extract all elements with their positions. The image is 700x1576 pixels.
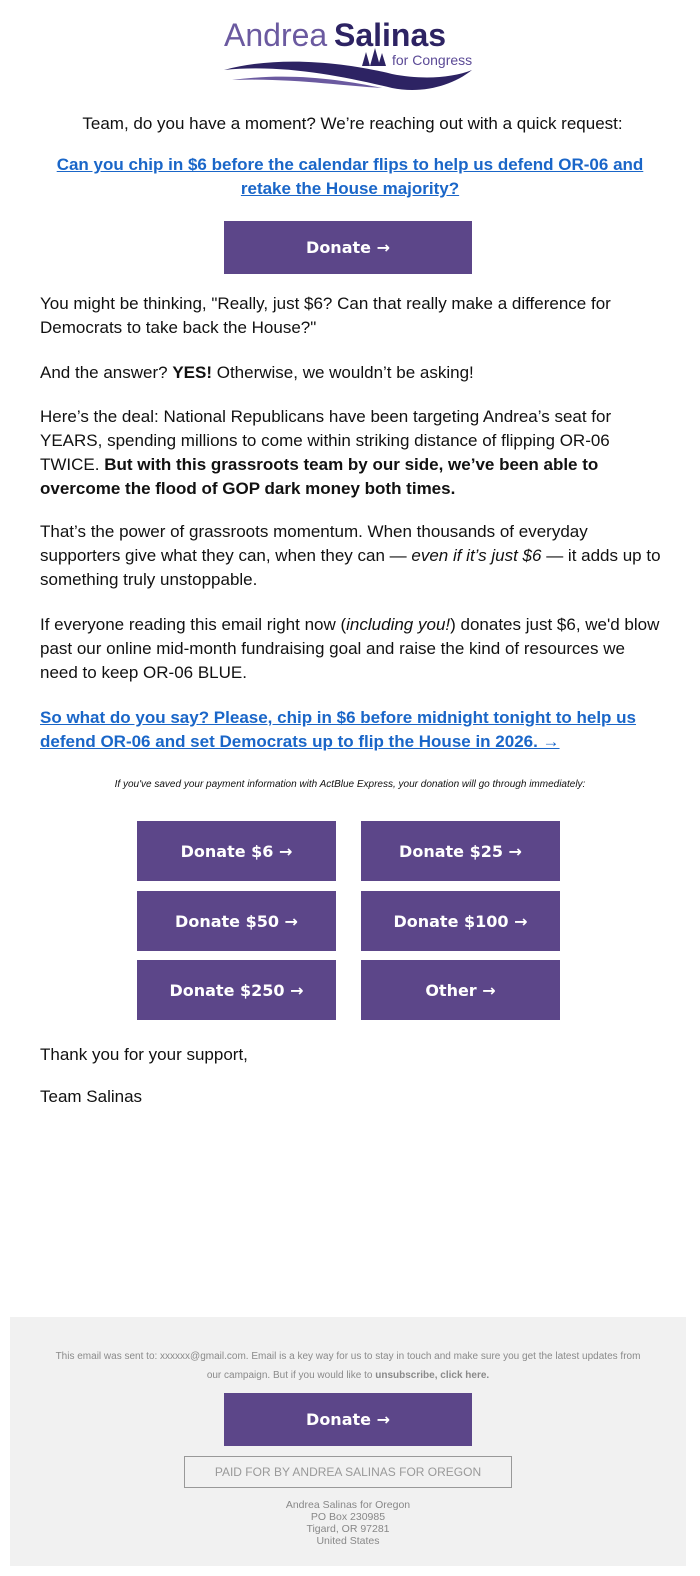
svg-text:for Congress: for Congress xyxy=(392,52,473,68)
paragraph-4 xyxy=(40,520,665,592)
campaign-logo xyxy=(222,14,478,96)
paragraph-5 xyxy=(40,613,665,685)
express-note: If you've saved your payment information with ActBlue Express, your donation will go through immediately: xyxy=(114,779,586,790)
donate-25-button[interactable]: Donate $25 → xyxy=(361,821,560,881)
paid-for-disclaimer: PAID FOR BY ANDREA SALINAS FOR OREGON xyxy=(184,1456,512,1488)
paragraph-3 xyxy=(40,405,665,501)
chip-in-midnight-link[interactable]: So what do you say? Please, chip in $6 before midnight tonight to help us defend OR-06 and set Democrats up to flip the House in 2026. → xyxy=(40,708,637,751)
donate-6-button[interactable]: Donate $6 → xyxy=(137,821,336,881)
donate-50-button[interactable]: Donate $50 → xyxy=(137,891,336,951)
footer-sent-text xyxy=(50,1347,646,1385)
italic-text: including you! xyxy=(346,615,451,634)
donate-button[interactable]: Donate → xyxy=(224,221,472,274)
text: And the answer? xyxy=(40,363,173,382)
paragraph-2 xyxy=(40,361,665,385)
address-line: United States xyxy=(316,1535,380,1547)
address-line: Tigard, OR 97281 xyxy=(306,1523,390,1535)
signoff-text: Team Salinas xyxy=(40,1087,143,1106)
text: ) donates just $6, we'd blow past our online mid-month fundraising goal and raise the kind of resources we need to keep OR-06 BLUE. xyxy=(40,615,660,682)
yes-text: YES! xyxy=(172,363,212,382)
text: If everyone reading this email right now ( xyxy=(40,615,347,634)
mailing-address xyxy=(10,1499,686,1547)
text: — it adds up to something truly unstoppable. xyxy=(40,546,661,589)
footer-donate-button[interactable]: Donate → xyxy=(224,1393,472,1446)
text: Otherwise, we wouldn’t be asking! xyxy=(212,363,474,382)
intro-text: Team, do you have a moment? We’re reaching out with a quick request: xyxy=(82,114,623,133)
chip-in-link[interactable]: Can you chip in $6 before the calendar flips to help us defend OR-06 and retake the House majority? xyxy=(56,155,644,198)
paragraph-1: You might be thinking, "Really, just $6? Can that really make a difference for Democrats to take back the House?" xyxy=(40,294,611,337)
text: That’s the power of grassroots momentum. When thousands of everyday supporters give what they can, when they can — xyxy=(40,522,588,565)
unsubscribe-link[interactable]: unsubscribe, click here. xyxy=(375,1370,490,1381)
donate-100-button[interactable]: Donate $100 → xyxy=(361,891,560,951)
address-line: PO Box 230985 xyxy=(310,1511,386,1523)
address-line: Andrea Salinas for Oregon xyxy=(285,1499,411,1511)
text: Here’s the deal: National Republicans have been targeting Andrea’s seat for YEARS, spending millions to come within striking distance of flipping OR-06 TWICE. xyxy=(40,407,612,474)
footer xyxy=(10,1317,686,1566)
thanks-text: Thank you for your support, xyxy=(40,1045,248,1064)
donate-250-button[interactable]: Donate $250 → xyxy=(137,960,336,1020)
svg-text:Salinas: Salinas xyxy=(334,17,447,53)
italic-text: even if it’s just $6 xyxy=(411,546,542,565)
bold-text: But with this grassroots team by our side, we’ve been able to overcome the flood of GOP dark money both times. xyxy=(40,455,599,498)
donate-other-button[interactable]: Other → xyxy=(361,960,560,1020)
svg-text:Andrea: Andrea xyxy=(224,17,328,53)
text: This email was sent to: xxxxxx@gmail.com. Email is a key way for us to stay in touch and make sure you get the latest updates from our campaign. But if you would like to xyxy=(55,1351,641,1381)
